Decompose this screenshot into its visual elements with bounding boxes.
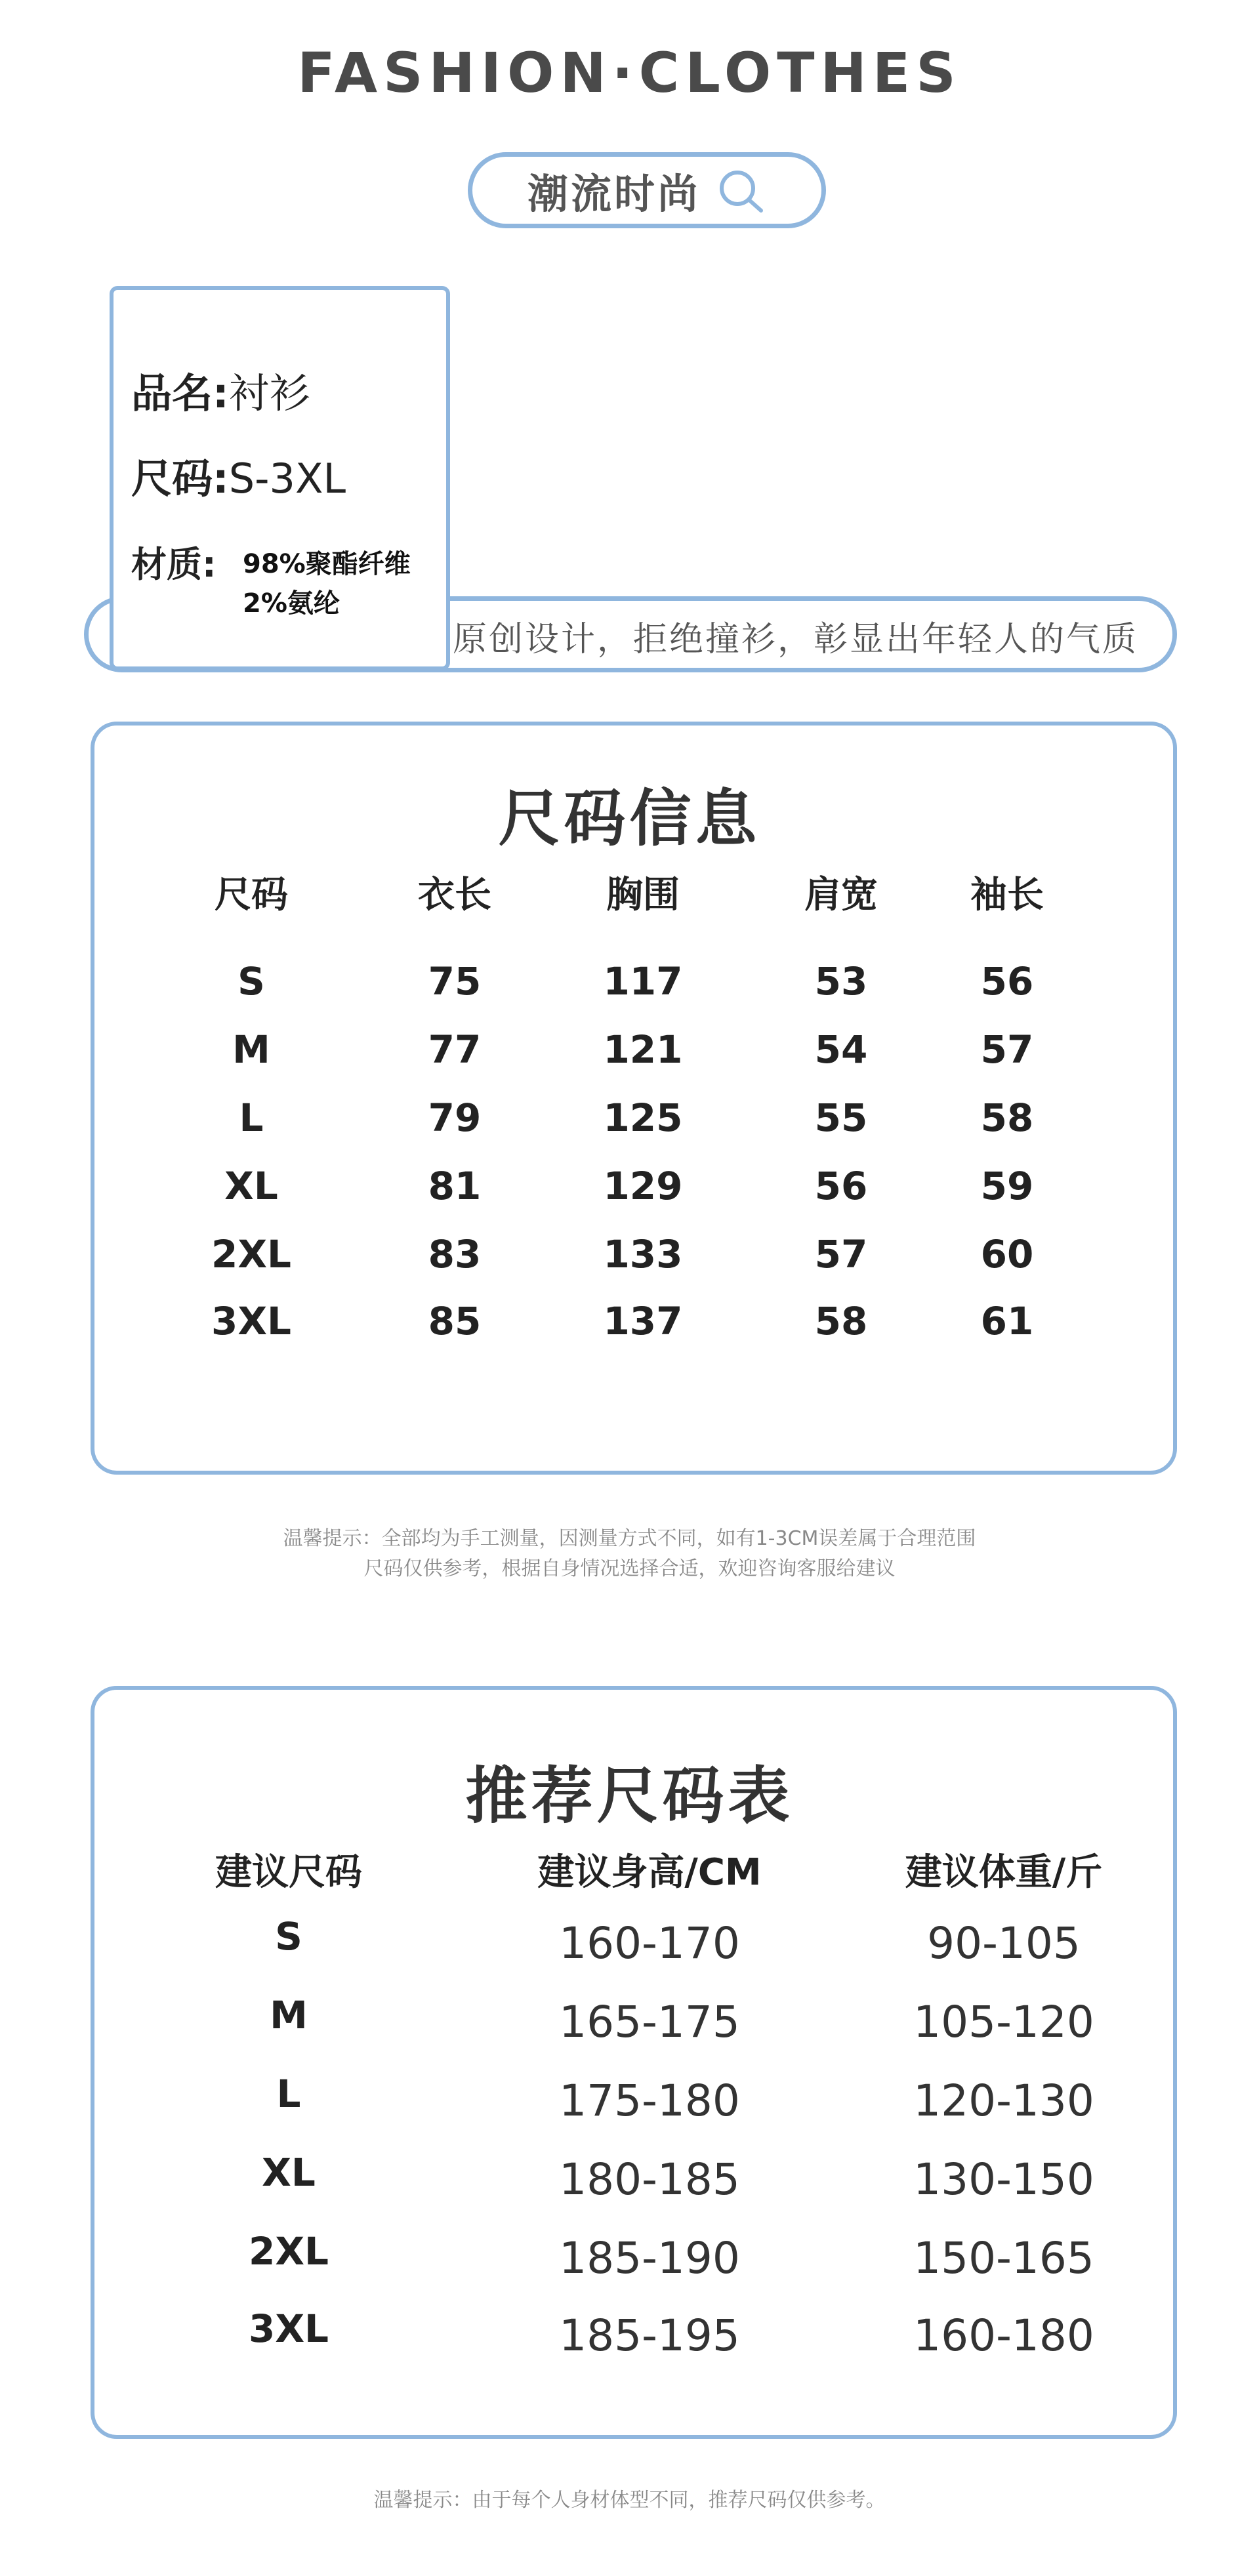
recommend-table-cell: S: [275, 1914, 302, 1959]
size-table-cell: 85: [428, 1299, 482, 1343]
pill-text: 潮流时尚: [527, 169, 701, 218]
size-table-cell: 83: [428, 1232, 482, 1277]
size-note-line-1: 温馨提示：全部均为手工测量，因测量方式不同，如有1-3CM误差属于合理范围: [283, 1527, 976, 1550]
size-table-cell: 59: [980, 1164, 1034, 1208]
recommend-col-header: 建议身高/CM: [537, 1851, 762, 1894]
size-table-cell: 2XL: [211, 1232, 292, 1277]
size-col-header: 胸围: [606, 874, 680, 916]
recommend-table-cell: 2XL: [248, 2229, 329, 2274]
product-name-label: 品名:: [131, 369, 229, 417]
product-size-value: S-3XL: [228, 455, 346, 502]
recommend-table-cell: 160-180: [913, 2310, 1094, 2361]
product-material-label: 材质:: [131, 544, 217, 585]
recommend-col-header: 建议尺码: [215, 1851, 362, 1894]
size-table-cell: 137: [603, 1299, 683, 1343]
size-table-cell: 79: [428, 1095, 482, 1140]
recommend-table-cell: XL: [262, 2150, 316, 2195]
size-col-header: 尺码: [215, 874, 288, 916]
size-table-cell: 129: [603, 1164, 683, 1208]
recommend-title: 推荐尺码表: [465, 1761, 794, 1832]
size-table-cell: 60: [980, 1232, 1034, 1277]
search-pill[interactable]: [468, 152, 826, 228]
recommend-table-cell: 175-180: [559, 2075, 740, 2126]
size-table-cell: 77: [428, 1027, 482, 1072]
product-name-value: 衬衫: [228, 369, 310, 417]
size-table-cell: 117: [603, 959, 683, 1004]
size-table-cell: XL: [224, 1164, 278, 1208]
size-note-line-2: 尺码仅供参考，根据自身情况选择合适，欢迎咨询客服给建议: [363, 1557, 896, 1580]
slogan-text: 原创设计，拒绝撞衫，彰显出年轻人的气质: [453, 620, 1139, 659]
size-table-cell: 81: [428, 1164, 482, 1208]
size-table-cell: 61: [980, 1299, 1034, 1343]
size-table-cell: 55: [814, 1095, 868, 1140]
size-table-cell: 54: [814, 1027, 868, 1072]
recommend-note: 温馨提示：由于每个人身材体型不同，推荐尺码仅供参考。: [373, 2489, 886, 2512]
recommend-table-cell: 120-130: [913, 2075, 1094, 2126]
size-table-cell: 3XL: [211, 1299, 292, 1343]
size-table-cell: 58: [814, 1299, 868, 1343]
size-table-cell: 133: [603, 1232, 683, 1277]
size-info-title: 尺码信息: [498, 783, 761, 855]
recommend-table-cell: 90-105: [927, 1918, 1081, 1969]
recommend-table-cell: 185-190: [559, 2233, 740, 2283]
product-size-label: 尺码:: [131, 455, 229, 502]
size-table-cell: S: [237, 959, 265, 1004]
recommend-table-cell: M: [270, 1993, 308, 2037]
recommend-table-cell: 180-185: [559, 2154, 740, 2205]
size-table-cell: 57: [980, 1027, 1034, 1072]
size-table-cell: 75: [428, 959, 482, 1004]
recommend-table-cell: 150-165: [913, 2233, 1094, 2283]
size-table-cell: L: [239, 1095, 264, 1140]
recommend-table-cell: 160-170: [559, 1918, 740, 1969]
recommend-table-cell: 165-175: [559, 1997, 740, 2047]
recommend-table-cell: 105-120: [913, 1997, 1094, 2047]
product-name: [131, 361, 310, 419]
size-table-cell: 57: [814, 1232, 868, 1277]
size-table-cell: 125: [603, 1095, 683, 1140]
headline: FASHION·CLOTHES: [297, 41, 962, 105]
recommend-table-cell: L: [276, 2072, 301, 2116]
size-col-header: 袖长: [970, 874, 1044, 916]
product-material: [131, 537, 217, 587]
recommend-table-cell: 3XL: [248, 2306, 329, 2351]
recommend-table-cell: 185-195: [559, 2310, 740, 2361]
recommend-col-header: 建议体重/斤: [905, 1851, 1103, 1894]
size-table-cell: 121: [603, 1027, 683, 1072]
material-line-2: 2%氨纶: [243, 588, 340, 619]
material-line-1: 98%聚酯纤维: [243, 549, 411, 579]
size-table-cell: 58: [980, 1095, 1034, 1140]
size-table-cell: 53: [814, 959, 868, 1004]
size-table-cell: 56: [980, 959, 1034, 1004]
search-icon: [715, 167, 766, 213]
size-table-cell: M: [232, 1027, 270, 1072]
size-table-cell: 56: [814, 1164, 868, 1208]
size-col-header: 肩宽: [804, 874, 878, 916]
product-size: [131, 446, 346, 504]
size-col-header: 衣长: [418, 874, 491, 916]
recommend-table-cell: 130-150: [913, 2154, 1094, 2205]
